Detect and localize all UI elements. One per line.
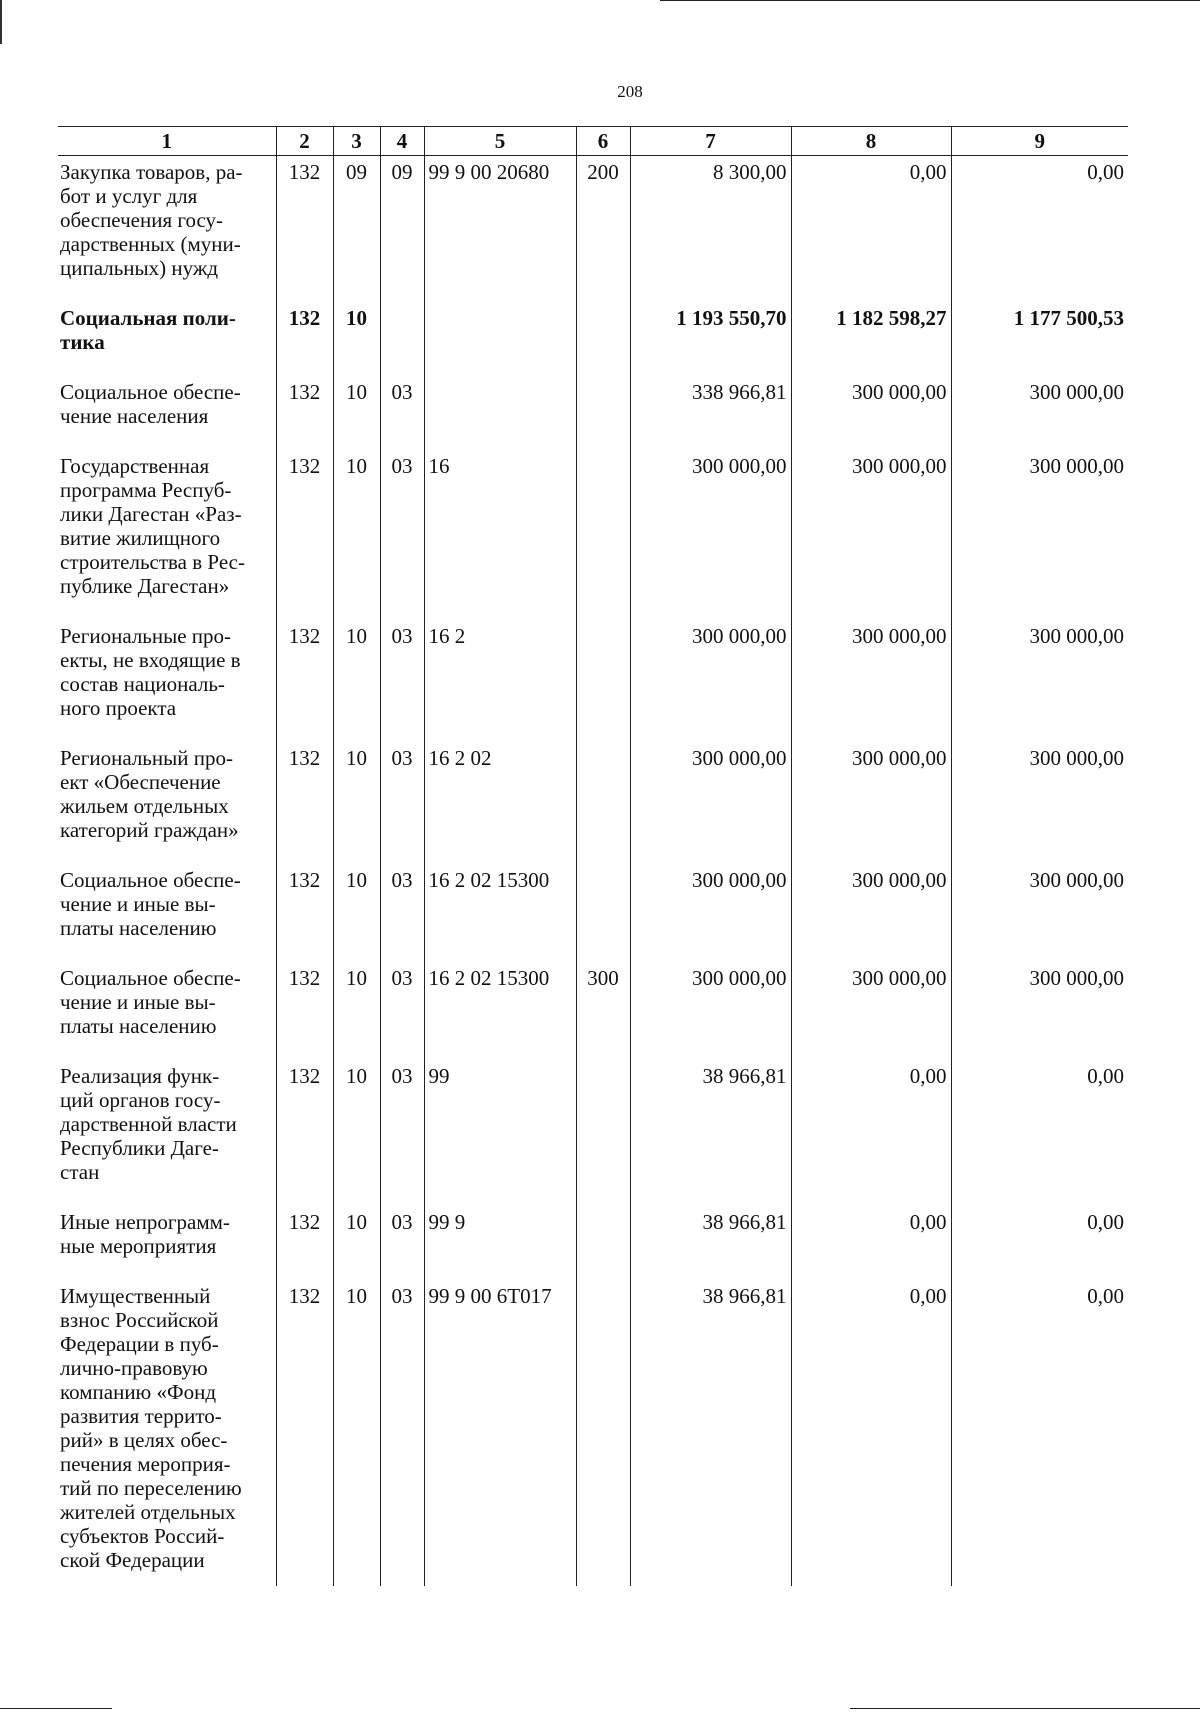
col-4-cell: 03	[380, 962, 424, 1060]
top-rule	[660, 0, 1200, 1]
col-6-cell	[576, 1280, 630, 1586]
amount-col-7-cell: 300 000,00	[630, 962, 791, 1060]
col-4-cell: 03	[380, 450, 424, 620]
col-2-cell: 132	[276, 1206, 333, 1280]
column-header: 1	[58, 127, 276, 156]
row-name-cell: Социальное обеспе- чение и иные вы- платы населению	[60, 868, 241, 940]
col-6-cell	[576, 1060, 630, 1206]
bottom-rule-right	[850, 1708, 1200, 1709]
amount-col-9-cell: 0,00	[951, 1060, 1128, 1206]
header-row	[58, 127, 1128, 156]
column-header: 4	[380, 127, 424, 156]
row-name-cell: Социальная поли- тика	[60, 306, 236, 354]
col-2-cell: 132	[276, 742, 333, 864]
col-3-cell: 10	[333, 376, 380, 450]
amount-col-8-cell: 0,00	[791, 1206, 951, 1280]
table-row	[58, 962, 1128, 1060]
column-header: 2	[276, 127, 333, 156]
col-6-cell	[576, 1206, 630, 1280]
column-header: 8	[791, 127, 951, 156]
column-header: 9	[951, 127, 1128, 156]
col-2-cell: 132	[276, 864, 333, 962]
col-6-cell	[576, 376, 630, 450]
amount-col-7-cell: 300 000,00	[630, 742, 791, 864]
col-4-cell: 09	[380, 156, 424, 303]
col-2-cell: 132	[276, 450, 333, 620]
amount-col-9-cell: 300 000,00	[951, 962, 1128, 1060]
budget-table	[58, 126, 1128, 1586]
row-name-cell: Региональные про- екты, не входящие в состав националь- ного проекта	[60, 624, 241, 720]
row-name-cell: Государственная программа Респуб- лики Дагестан «Раз- витие жилищного строительства в Рес- публике Дагестан»	[60, 454, 245, 598]
amount-col-9-cell: 0,00	[951, 1280, 1128, 1586]
col-5-cell	[424, 302, 576, 376]
col-5-cell: 16 2	[424, 620, 576, 742]
table-row	[58, 156, 1128, 303]
table-row	[58, 1280, 1128, 1586]
table-body	[58, 156, 1128, 1587]
amount-col-9-cell: 300 000,00	[951, 620, 1128, 742]
col-3-cell: 10	[333, 1060, 380, 1206]
col-5-cell: 16 2 02 15300	[424, 864, 576, 962]
col-6-cell: 300	[576, 962, 630, 1060]
table-row	[58, 376, 1128, 450]
amount-col-7-cell: 38 966,81	[630, 1280, 791, 1586]
col-5-cell: 16 2 02 15300	[424, 962, 576, 1060]
col-2-cell: 132	[276, 302, 333, 376]
row-name-cell: Региональный про- ект «Обеспечение жильем отдельных категорий граждан»	[60, 746, 239, 842]
amount-col-8-cell: 0,00	[791, 1280, 951, 1586]
amount-col-9-cell: 0,00	[951, 156, 1128, 303]
col-2-cell: 132	[276, 1280, 333, 1586]
col-4-cell: 03	[380, 1280, 424, 1586]
amount-col-7-cell: 300 000,00	[630, 450, 791, 620]
col-3-cell: 10	[333, 1206, 380, 1280]
row-name-cell: Реализация функ- ций органов госу- дарственной власти Республики Даге- стан	[60, 1064, 237, 1184]
col-2-cell: 132	[276, 156, 333, 303]
col-4-cell: 03	[380, 742, 424, 864]
amount-col-9-cell: 300 000,00	[951, 376, 1128, 450]
table-row	[58, 1060, 1128, 1206]
col-3-cell: 10	[333, 620, 380, 742]
amount-col-8-cell: 300 000,00	[791, 864, 951, 962]
amount-col-8-cell: 300 000,00	[791, 376, 951, 450]
page-number: 208	[617, 82, 643, 101]
col-5-cell: 99 9 00 20680	[424, 156, 576, 303]
amount-col-7-cell: 1 193 550,70	[630, 302, 791, 376]
table-header	[58, 127, 1128, 156]
col-2-cell: 132	[276, 376, 333, 450]
col-2-cell: 132	[276, 620, 333, 742]
amount-col-8-cell: 300 000,00	[791, 620, 951, 742]
col-4-cell	[380, 302, 424, 376]
col-3-cell: 10	[333, 1280, 380, 1586]
row-name-cell: Социальное обеспе- чение населения	[60, 380, 241, 428]
scan-corner-mark	[0, 0, 2, 44]
row-name-cell: Социальное обеспе- чение и иные вы- платы населению	[60, 966, 241, 1038]
amount-col-9-cell: 0,00	[951, 1206, 1128, 1280]
column-header: 3	[333, 127, 380, 156]
amount-col-7-cell: 338 966,81	[630, 376, 791, 450]
col-4-cell: 03	[380, 864, 424, 962]
amount-col-8-cell: 0,00	[791, 156, 951, 303]
column-header: 6	[576, 127, 630, 156]
col-6-cell	[576, 302, 630, 376]
table-row	[58, 1206, 1128, 1280]
col-4-cell: 03	[380, 1060, 424, 1206]
row-name-cell: Имущественный взнос Российской Федерации в пуб- лично-правовую компанию «Фонд развития террито- рий» в целях обес- печения мероприя- тий по переселению жителей отдельных субъектов Россий- ской Федерации	[60, 1284, 242, 1572]
col-4-cell: 03	[380, 376, 424, 450]
table-row	[58, 742, 1128, 864]
col-5-cell: 99	[424, 1060, 576, 1206]
amount-col-8-cell: 300 000,00	[791, 450, 951, 620]
col-3-cell: 10	[333, 450, 380, 620]
column-header: 7	[630, 127, 791, 156]
col-5-cell: 16 2 02	[424, 742, 576, 864]
amount-col-9-cell: 300 000,00	[951, 450, 1128, 620]
col-6-cell	[576, 864, 630, 962]
col-3-cell: 10	[333, 742, 380, 864]
amount-col-8-cell: 300 000,00	[791, 962, 951, 1060]
amount-col-9-cell: 300 000,00	[951, 742, 1128, 864]
table-row	[58, 620, 1128, 742]
col-3-cell: 10	[333, 864, 380, 962]
col-5-cell	[424, 376, 576, 450]
col-3-cell: 10	[333, 962, 380, 1060]
bottom-rule-left	[0, 1708, 112, 1709]
col-5-cell: 99 9	[424, 1206, 576, 1280]
amount-col-9-cell: 300 000,00	[951, 864, 1128, 962]
row-name-cell: Закупка товаров, ра- бот и услуг для обеспечения госу- дарственных (муни- ципальных) нужд	[60, 160, 243, 280]
amount-col-7-cell: 300 000,00	[630, 620, 791, 742]
amount-col-7-cell: 38 966,81	[630, 1206, 791, 1280]
col-3-cell: 10	[333, 302, 380, 376]
row-name-cell: Иные непрограмм- ные мероприятия	[60, 1210, 230, 1258]
col-6-cell	[576, 620, 630, 742]
col-6-cell	[576, 742, 630, 864]
amount-col-9-cell: 1 177 500,53	[951, 302, 1128, 376]
amount-col-7-cell: 8 300,00	[630, 156, 791, 303]
col-2-cell: 132	[276, 1060, 333, 1206]
table-row	[58, 450, 1128, 620]
amount-col-8-cell: 1 182 598,27	[791, 302, 951, 376]
amount-col-7-cell: 300 000,00	[630, 864, 791, 962]
col-3-cell: 09	[333, 156, 380, 303]
amount-col-7-cell: 38 966,81	[630, 1060, 791, 1206]
col-5-cell: 99 9 00 6Т017	[424, 1280, 576, 1586]
col-2-cell: 132	[276, 962, 333, 1060]
col-6-cell	[576, 450, 630, 620]
column-header: 5	[424, 127, 576, 156]
col-6-cell: 200	[576, 156, 630, 303]
amount-col-8-cell: 0,00	[791, 1060, 951, 1206]
amount-col-8-cell: 300 000,00	[791, 742, 951, 864]
col-5-cell: 16	[424, 450, 576, 620]
col-4-cell: 03	[380, 620, 424, 742]
table-row	[58, 864, 1128, 962]
col-4-cell: 03	[380, 1206, 424, 1280]
table-row	[58, 302, 1128, 376]
